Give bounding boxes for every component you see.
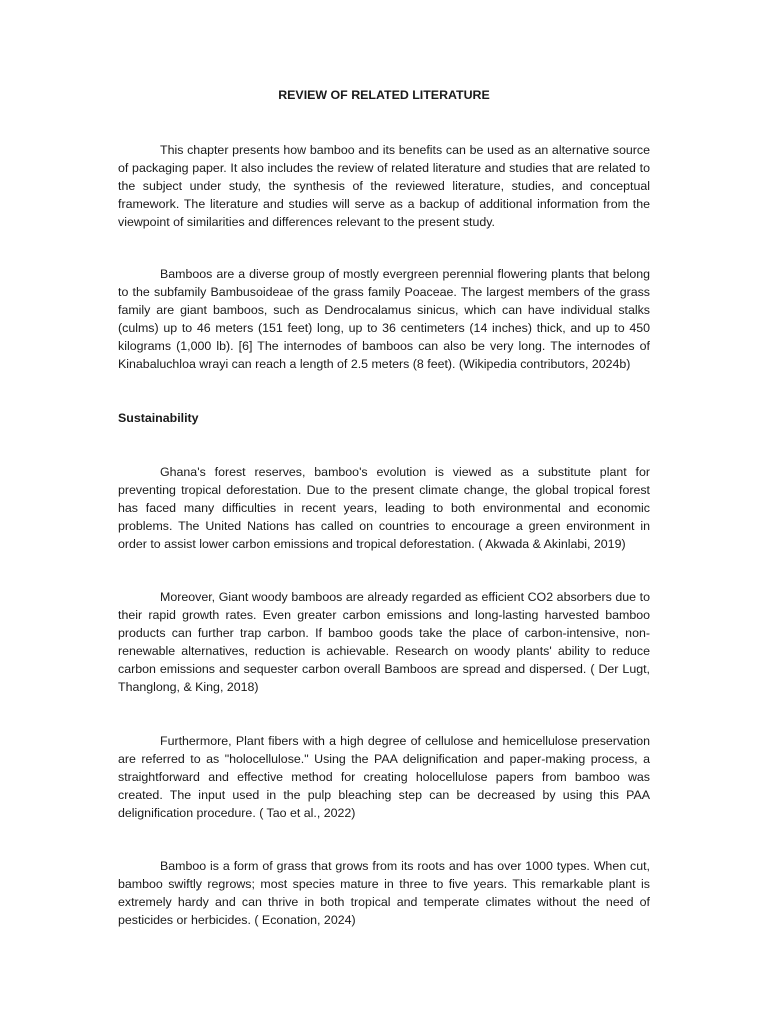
- page-title: REVIEW OF RELATED LITERATURE: [278, 88, 490, 102]
- intro-paragraph: This chapter presents how bamboo and its benefits can be used as an alternative source of packaging paper. It also includes the review of related literature and studies that are related to the subject under study, the synthesis of the reviewed literature, studies, and conceptual framework. The literature and studies will serve as a backup of additional information from the viewpoint of similarities and differences relevant to the present study.: [118, 143, 650, 229]
- bamboo-description-paragraph: Bamboos are a diverse group of mostly evergreen perennial flowering plants that belong to the subfamily Bambusoideae of the grass family Poaceae. The largest members of the grass family are giant bamboos, such as Dendrocalamus sinicus, which can have individual stalks (culms) up to 46 meters (151 feet) long, up to 36 centimeters (14 inches) thick, and up to 450 kilograms (1,000 lb). [6] The internodes of bamboos can also be very long. The internodes of Kinabaluchloa wrayi can reach a length of 2.5 meters (8 feet). (Wikipedia contributors, 2024b): [118, 267, 650, 371]
- sustainability-paragraph-2: Moreover, Giant woody bamboos are already regarded as efficient CO2 absorbers due to their rapid growth rates. Even greater carbon emissions and long-lasting harvested bamboo products can further trap carbon. If bamboo goods take the place of carbon-intensive, non-renewable alternatives, reduction is achievable. Research on woody plants' ability to reduce carbon emissions and sequester carbon overall Bamboos are spread and dispersed. ( Der Lugt, Thanglong, & King, 2018): [118, 590, 650, 694]
- sustainability-paragraph-4: Bamboo is a form of grass that grows from its roots and has over 1000 types. When cut, bamboo swiftly regrows; most species mature in three to five years. This remarkable plant is extremely hardy and can thrive in both tropical and temperate climates without the need of pesticides or herbicides. ( Econation, 2024): [118, 859, 650, 927]
- section-heading-sustainability: Sustainability: [118, 411, 199, 425]
- sustainability-paragraph-1: Ghana's forest reserves, bamboo's evolution is viewed as a substitute plant for preventing tropical deforestation. Due to the present climate change, the global tropical forest has faced many difficulties in recent years, leading to both environmental and economic problems. The United Nations has called on countries to encourage a green environment in order to assist lower carbon emissions and tropical deforestation. ( Akwada & Akinlabi, 2019): [118, 465, 650, 551]
- sustainability-paragraph-3: Furthermore, Plant fibers with a high degree of cellulose and hemicellulose preservation are referred to as "holocellulose." Using the PAA delignification and paper-making process, a straightforward and effective method for creating holocellulose papers from bamboo was created. The input used in the pulp bleaching step can be decreased by using this PAA delignification procedure. ( Tao et al., 2022): [118, 734, 650, 820]
